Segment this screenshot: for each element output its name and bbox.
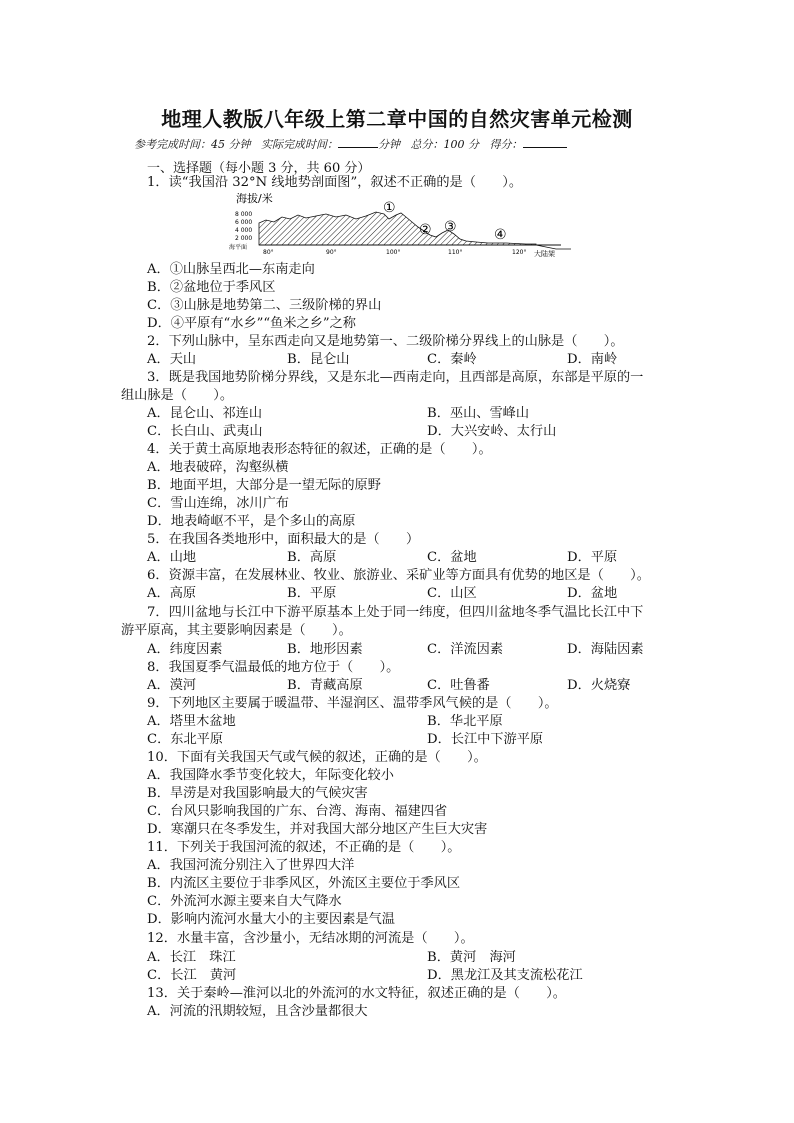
q12-option-d: D．黑龙江及其支流松花江 bbox=[427, 968, 583, 983]
q5-option-d: D．平原 bbox=[567, 550, 618, 565]
profile-ylabel: 海拔/米 bbox=[236, 193, 273, 205]
score-blank[interactable] bbox=[523, 137, 567, 148]
marker-1: ① bbox=[383, 200, 396, 216]
question-10: 10．下面有关我国天气或气候的叙述，正确的是（ ）。 bbox=[147, 750, 487, 765]
question-7: 7．四川盆地与长江中下游平原基本上处于同一纬度，但四川盆地冬季气温比长江中下 bbox=[147, 605, 644, 620]
question-1: 1．读“我国沿 32°N 线地势剖面图”，叙述不正确的是（ ）。 bbox=[147, 175, 523, 190]
q5-option-b: B．高原 bbox=[287, 550, 337, 565]
q2-option-c: C．秦岭 bbox=[427, 352, 477, 367]
q4-option-b: B．地面平坦，大部分是一望无际的原野 bbox=[147, 478, 381, 493]
q9-option-c: C．东北平原 bbox=[147, 732, 224, 747]
q12-option-b: B．黄河 海河 bbox=[427, 950, 516, 965]
q8-option-d: D．火烧寮 bbox=[567, 678, 631, 693]
q11-option-c: C．外流河水源主要来自大气降水 bbox=[147, 894, 342, 909]
q7-option-c: C．洋流因素 bbox=[427, 642, 504, 657]
q3-option-d: D．大兴安岭、太行山 bbox=[427, 424, 557, 439]
q5-option-c: C．盆地 bbox=[427, 550, 477, 565]
q2-option-a: A．天山 bbox=[147, 352, 197, 367]
q8-option-b: B．青藏高原 bbox=[287, 678, 363, 693]
q4-option-c: C．雪山连绵，冰川广布 bbox=[147, 496, 289, 511]
q12-option-c: C．长江 黄河 bbox=[147, 968, 237, 983]
q8-option-c: C．吐鲁番 bbox=[427, 678, 490, 693]
q13-option-a: A．河流的汛期较短，且含沙量都很大 bbox=[147, 1004, 368, 1019]
question-12: 12．水量丰富，含沙量小，无结冰期的河流是（ ）。 bbox=[147, 931, 474, 946]
marker-2: ② bbox=[419, 222, 432, 238]
q10-option-c: C．台风只影响我国的广东、台湾、海南、福建四省 bbox=[147, 804, 448, 819]
exam-meta bbox=[134, 136, 567, 152]
q5-option-a: A．山地 bbox=[147, 550, 197, 565]
total-score: 总分：100 分 bbox=[410, 138, 479, 151]
question-8: 8．我国夏季气温最低的地方位于（ ）。 bbox=[147, 660, 400, 675]
xtick-80: 80° bbox=[263, 249, 274, 256]
q2-option-b: B．昆仑山 bbox=[287, 352, 350, 367]
q11-option-d: D．影响内流河水量大小的主要因素是气温 bbox=[147, 912, 395, 927]
actual-time-blank[interactable] bbox=[338, 137, 378, 148]
q12-option-a: A．长江 珠江 bbox=[147, 950, 236, 965]
q6-option-d: D．盆地 bbox=[567, 586, 618, 601]
ytick-6000: 6 000 bbox=[235, 219, 253, 226]
question-6: 6．资源丰富，在发展林业、牧业、旅游业、采矿业等方面具有优势的地区是（ ）。 bbox=[147, 568, 650, 583]
q1-option-a: A．①山脉呈西北—东南走向 bbox=[147, 262, 315, 277]
continental-shelf-label: 大陆架 bbox=[534, 250, 555, 258]
page-title: 地理人教版八年级上第二章中国的自然灾害单元检测 bbox=[161, 107, 633, 131]
question-7-cont: 游平原高，其主要影响因素是（ ）。 bbox=[121, 623, 352, 638]
ytick-2000: 2 000 bbox=[235, 235, 253, 242]
q6-option-b: B．平原 bbox=[287, 586, 337, 601]
q4-option-d: D．地表崎岖不平，是个多山的高原 bbox=[147, 514, 356, 529]
q9-option-a: A．塔里木盆地 bbox=[147, 714, 236, 729]
q11-option-a: A．我国河流分别注入了世界四大洋 bbox=[147, 858, 355, 873]
q3-option-c: C．长白山、武夷山 bbox=[147, 424, 263, 439]
question-11: 11．下列关于我国河流的叙述，不正确的是（ ）。 bbox=[147, 840, 461, 855]
ytick-4000: 4 000 bbox=[235, 227, 253, 234]
q8-option-a: A．漠河 bbox=[147, 678, 197, 693]
ytick-sealevel: 海平面 bbox=[229, 244, 248, 251]
xtick-110: 110° bbox=[448, 249, 463, 256]
q10-option-a: A．我国降水季节变化较大，年际变化较小 bbox=[147, 768, 394, 783]
question-3: 3．既是我国地势阶梯分界线，又是东北—西南走向，且西部是高原，东部是平原的一 bbox=[147, 370, 644, 385]
marker-3: ③ bbox=[444, 219, 457, 235]
q6-option-a: A．高原 bbox=[147, 586, 197, 601]
q10-option-b: B．旱涝是对我国影响最大的气候灾害 bbox=[147, 786, 368, 801]
q9-option-d: D．长江中下游平原 bbox=[427, 732, 544, 747]
q1-option-b: B．②盆地位于季风区 bbox=[147, 280, 276, 295]
score-label: 得分： bbox=[489, 138, 523, 151]
q4-option-a: A．地表破碎，沟壑纵横 bbox=[147, 460, 289, 475]
question-9: 9．下列地区主要属于暖温带、半湿润区、温带季风气候的是（ ）。 bbox=[147, 696, 558, 711]
q2-option-d: D．南岭 bbox=[567, 352, 618, 367]
question-3-cont: 组山脉是（ ）。 bbox=[121, 388, 234, 403]
q7-option-b: B．地形因素 bbox=[287, 642, 363, 657]
ytick-8000: 8 000 bbox=[235, 211, 253, 218]
question-5: 5．在我国各类地形中，面积最大的是（ ） bbox=[147, 532, 420, 547]
xtick-120: 120° bbox=[512, 249, 527, 256]
q6-option-c: C．山区 bbox=[427, 586, 477, 601]
continental-shelf-line bbox=[536, 245, 571, 249]
question-2: 2．下列山脉中，呈东西走向又是地势第一、二级阶梯分界线上的山脉是（ ）。 bbox=[147, 334, 624, 349]
q3-option-b: B．巫山、雪峰山 bbox=[427, 406, 530, 421]
q10-option-d: D．寒潮只在冬季发生，并对我国大部分地区产生巨大灾害 bbox=[147, 822, 488, 837]
q1-option-c: C．③山脉是地势第二、三级阶梯的界山 bbox=[147, 298, 382, 313]
question-13: 13．关于秦岭—淮河以北的外流河的水文特征，叙述正确的是（ ）。 bbox=[147, 986, 566, 1001]
q3-option-a: A．昆仑山、祁连山 bbox=[147, 406, 263, 421]
section-heading: 一、选择题（每小题 3 分，共 60 分） bbox=[147, 161, 371, 176]
q7-option-d: D．海陆因素 bbox=[567, 642, 644, 657]
question-4: 4．关于黄土高原地表形态特征的叙述，正确的是（ ）。 bbox=[147, 442, 492, 457]
q11-option-b: B．内流区主要位于非季风区，外流区主要位于季风区 bbox=[147, 876, 461, 891]
ref-time: 参考完成时间：45 分钟 bbox=[134, 138, 251, 151]
terrain-profile-figure bbox=[226, 193, 576, 261]
q1-option-d: D．④平原有“水乡”“鱼米之乡”之称 bbox=[147, 316, 356, 331]
q7-option-a: A．纬度因素 bbox=[147, 642, 223, 657]
q9-option-b: B．华北平原 bbox=[427, 714, 503, 729]
xtick-90: 90° bbox=[326, 249, 337, 256]
marker-4: ④ bbox=[494, 227, 507, 243]
actual-time-unit: 分钟 bbox=[378, 138, 400, 151]
actual-time-label: 实际完成时间： bbox=[261, 138, 338, 151]
xtick-100: 100° bbox=[386, 249, 401, 256]
